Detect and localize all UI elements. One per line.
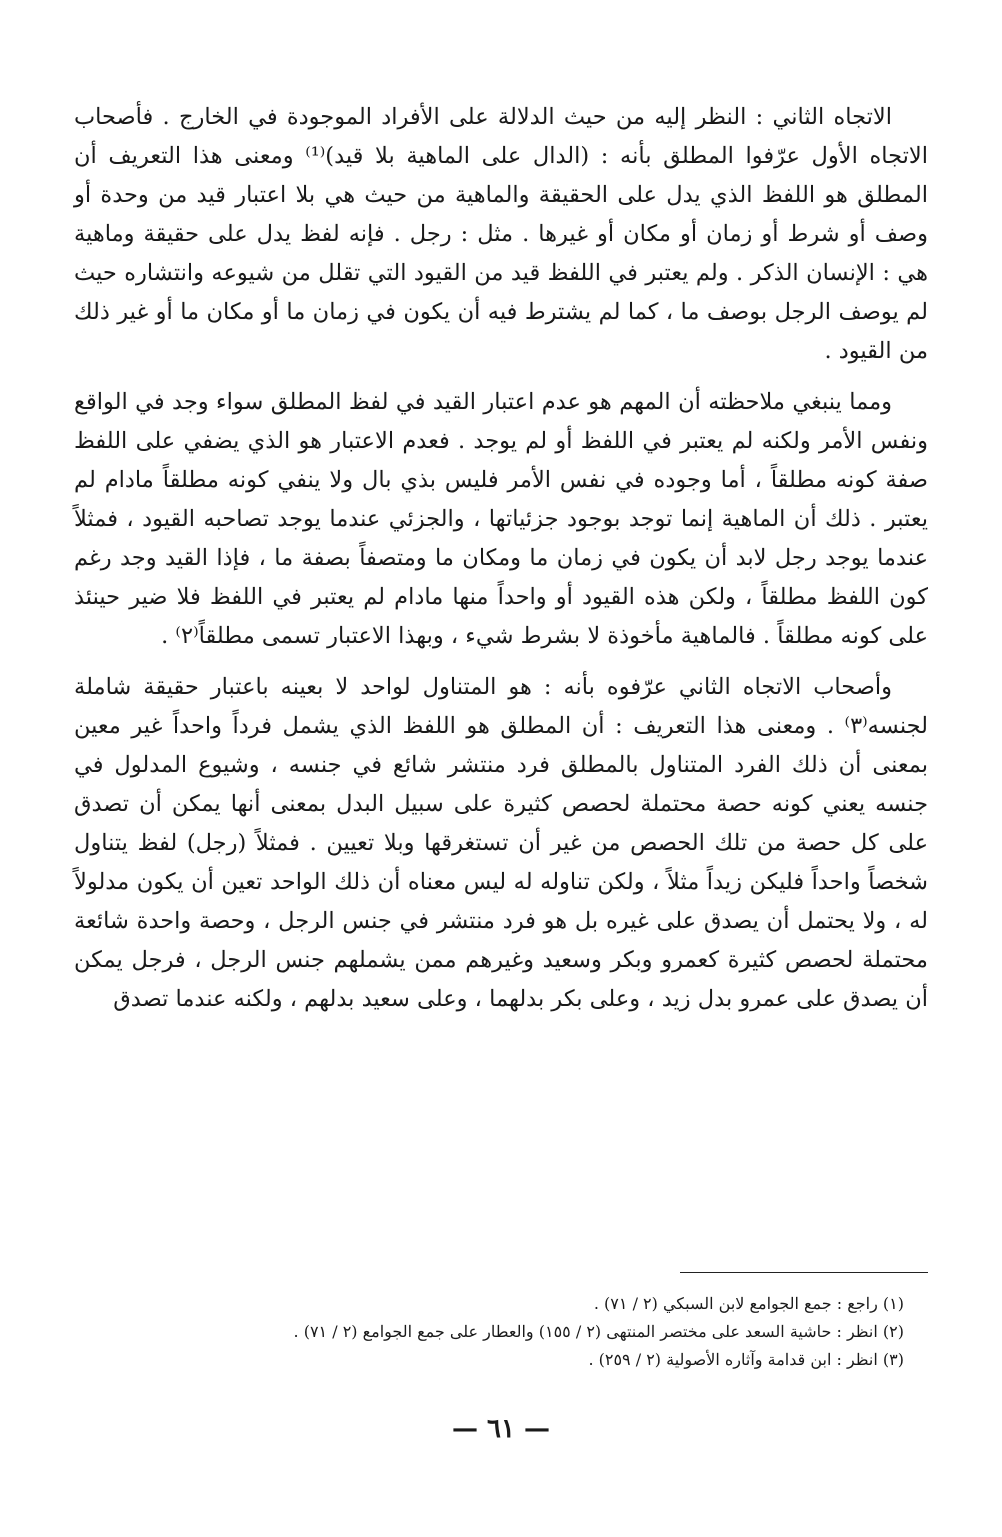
- footnote-2: (٢) انظر : حاشية السعد على مختصر المنتهى (٢ / ١٥٥) والعطار على جمع الجوامع (٢ / ٧١) .: [293, 1322, 904, 1341]
- paragraph-1: الاتجاه الثاني : النظر إليه من حيث الدلالة على الأفراد الموجودة في الخارج . فأصحاب الاتجاه الأول عرّفوا المطلق بأنه : (الدال على الماهية بلا قيد)⁽¹⁾ ومعنى هذا التعريف أن المطلق هو اللفظ الذي يدل على الحقيقة والماهية من حيث هي بلا اعتبار قيد من وحدة أو وصف أو شرط أو زمان أو مكان أو غيرها . مثل : رجل . فإنه لفظ يدل على حقيقة وماهية هي : الإنسان الذكر . ولم يعتبر في اللفظ قيد من القيود التي تقلل من شيوعه وانتشاره حيث لم يوصف الرجل بوصف ما ، كما لم يشترط فيه أن يكون في زمان ما أو مكان ما أو غير ذلك من القيود .: [74, 104, 928, 364]
- page-number: — ٦١ —: [451, 1414, 551, 1444]
- paragraph-3: وأصحاب الاتجاه الثاني عرّفوه بأنه : هو المتناول لواحد لا بعينه باعتبار حقيقة شاملة لجنسه⁽٣⁾ . ومعنى هذا التعريف : أن المطلق هو اللفظ الذي يشمل فرداً واحداً غير معين بمعنى أن ذلك الفرد المتناول بالمطلق فرد منتشر شائع في جنسه ، وشيوع المدلول في جنسه يعني كونه حصة محتملة لحصص كثيرة على سبيل البدل بمعنى أنها يمكن أن تصدق على كل حصة من تلك الحصص من غير أن تستغرقها وبلا تعيين . فمثلاً (رجل) لفظ يتناول شخصاً واحداً فليكن زيداً مثلاً ، ولكن تناوله له ليس معناه أن ذلك الواحد تعين أن يكون مدلولاً له ، ولا يحتمل أن يصدق على غيره بل هو فرد منتشر في جنس الرجل ، وحصة واحدة شائعة محتملة لحصص كثيرة كعمرو وبكر وسعيد وغيرهم ممن يشملهم جنس الرجل ، فرجل يمكن أن يصدق على عمرو بدل زيد ، وعلى بكر بدلهما ، وعلى سعيد بدلهم ، ولكنه عندما تصدق: [74, 674, 928, 1012]
- footnote-divider: [680, 1272, 928, 1273]
- main-text: [74, 98, 928, 1031]
- paragraph-2: ومما ينبغي ملاحظته أن المهم هو عدم اعتبار القيد في لفظ المطلق سواء وجد في الواقع ونفس الأمر ولكنه لم يعتبر في اللفظ أو لم يوجد . فعدم الاعتبار هو الذي يضفي على اللفظ صفة كونه مطلقاً ، أما وجوده في نفس الأمر فليس بذي بال ولا ينفي كونه مطلقاً مادام لم يعتبر . ذلك أن الماهية إنما توجد بوجود جزئياتها ، والجزئي عندما يوجد تصاحبه القيود ، فمثلاً عندما يوجد رجل لابد أن يكون في زمان ما ومكان ما ومتصفاً بصفة ما ، فإذا القيد وجد رغم كون اللفظ مطلقاً ، ولكن هذه القيود أو واحداً منها مادام لم يعتبر في اللفظ فلا ضير حينئذ على كونه مطلقاً . فالماهية مأخوذة لا بشرط شيء ، وبهذا الاعتبار تسمى مطلقاً⁽٢⁾ .: [74, 389, 928, 649]
- footnotes: [74, 1290, 904, 1374]
- footnote-1: (١) راجع : جمع الجوامع لابن السبكي (٢ / ٧١) .: [593, 1294, 904, 1313]
- footnote-3: (٣) انظر : ابن قدامة وآثاره الأصولية (٢ / ٢٥٩) .: [588, 1350, 904, 1369]
